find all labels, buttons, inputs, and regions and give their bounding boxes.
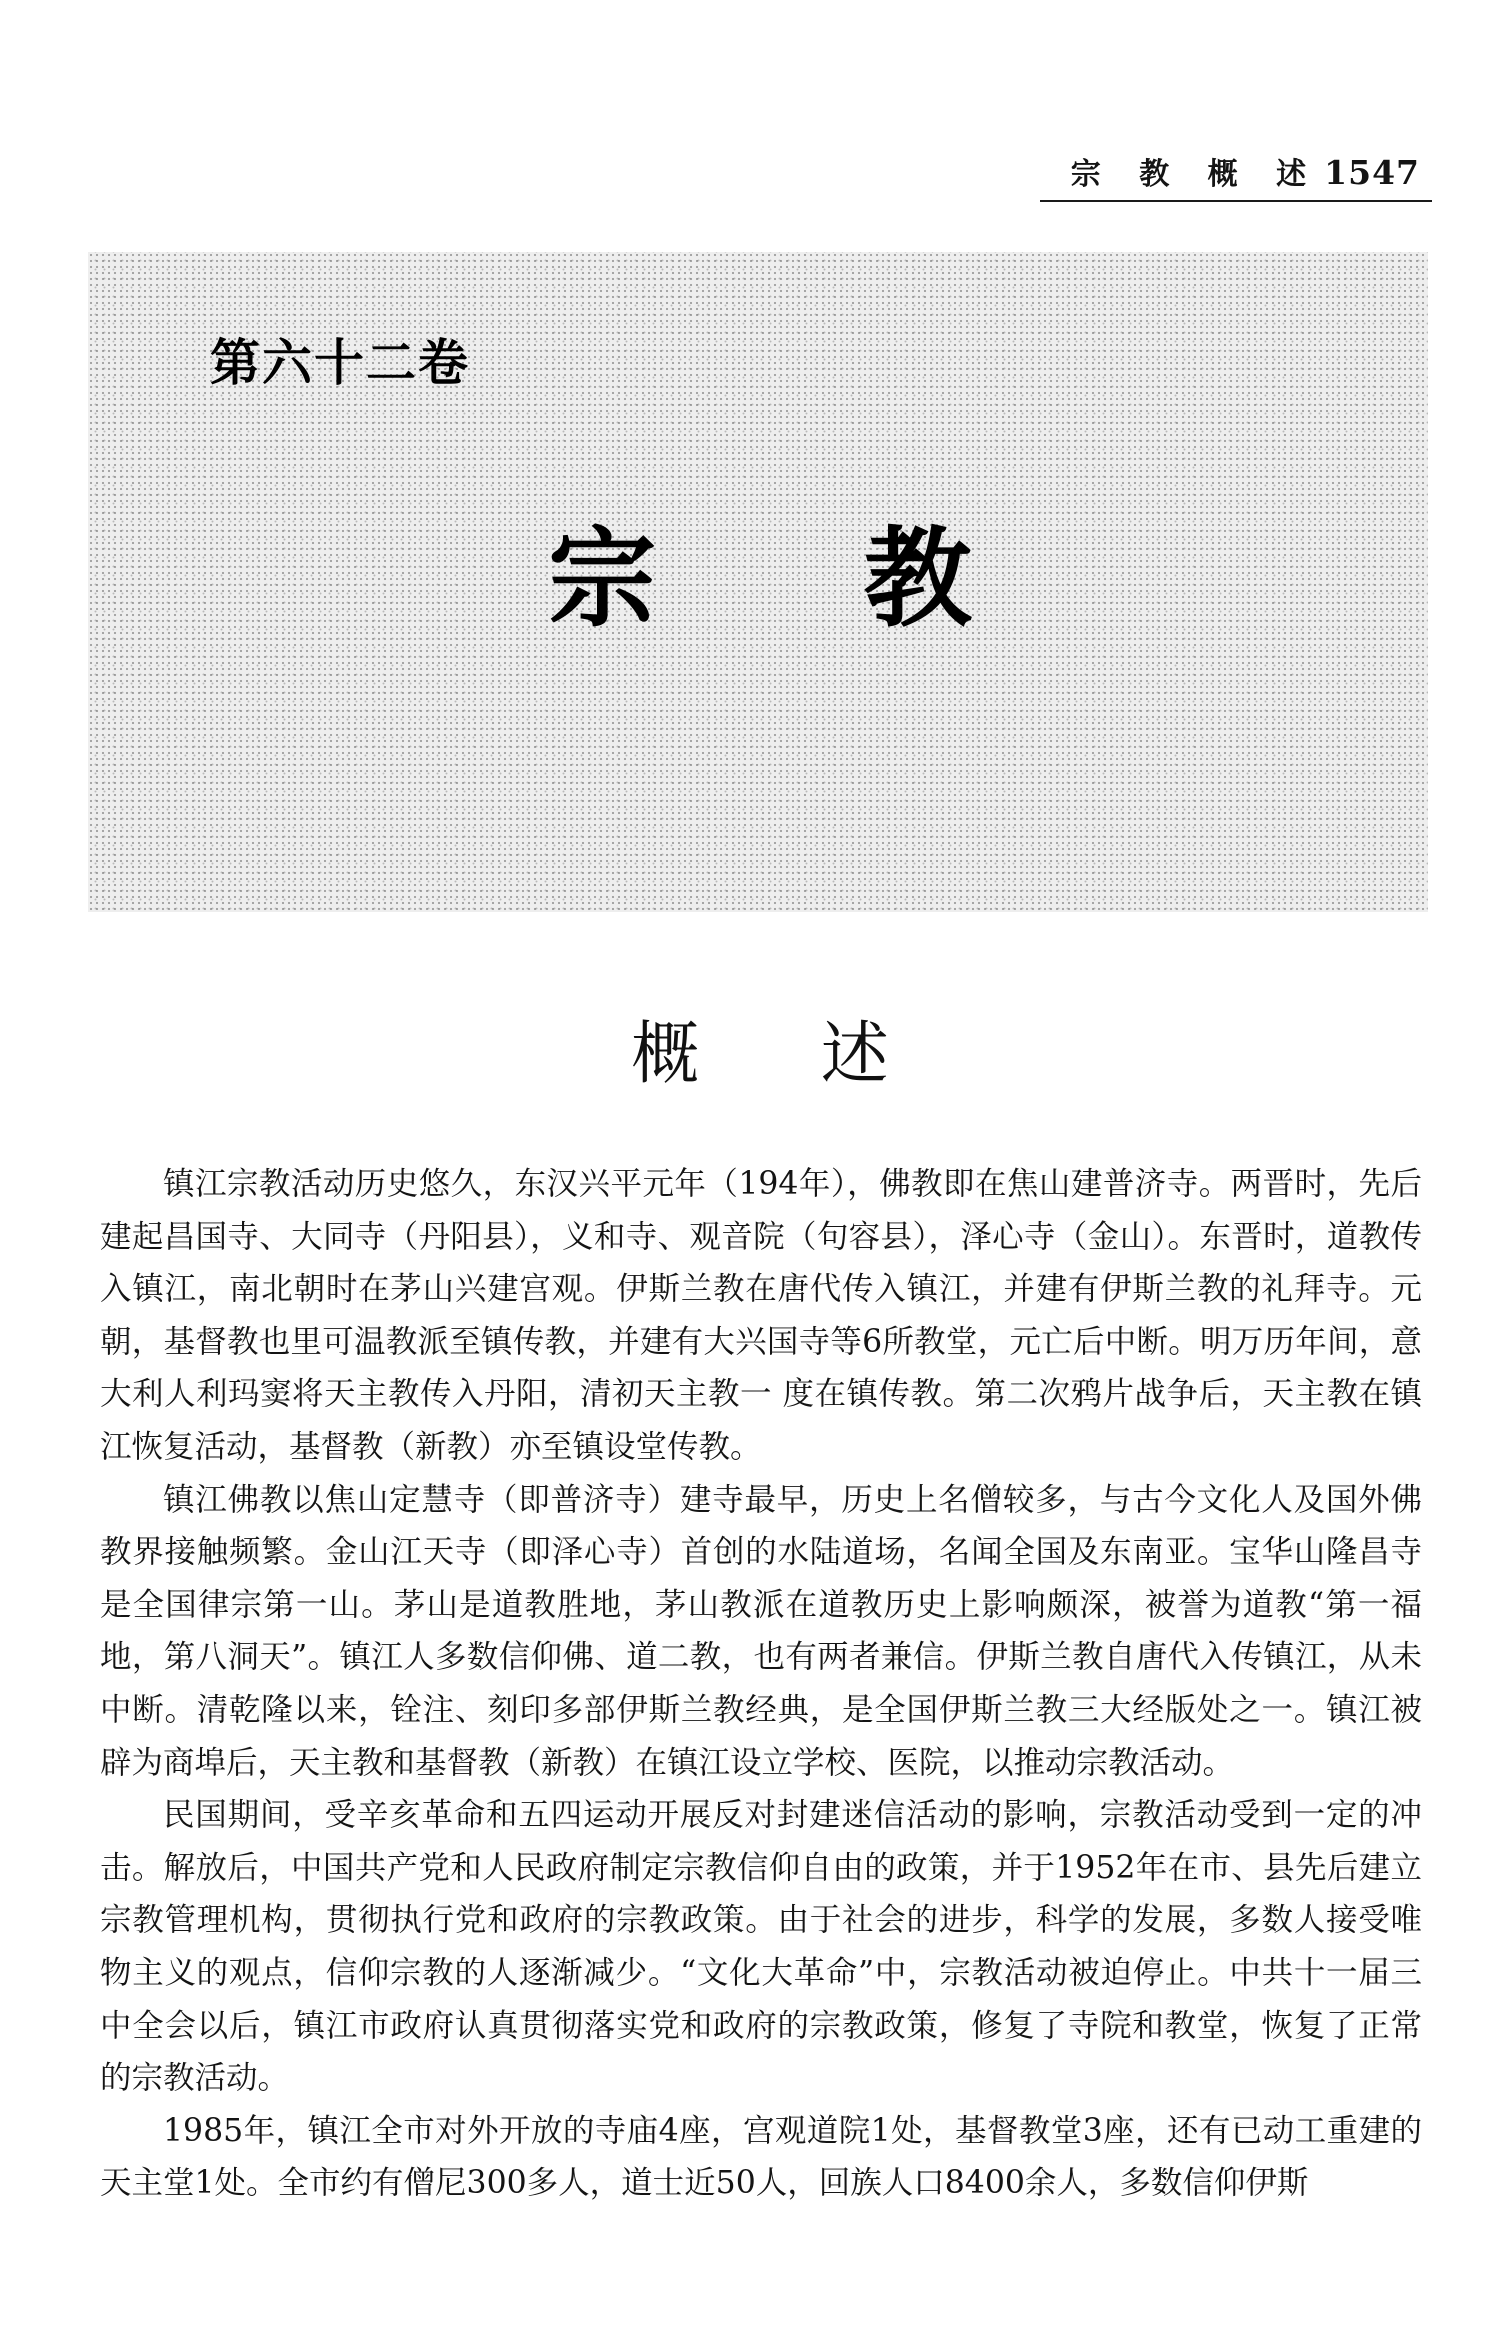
article-body bbox=[100, 1158, 1422, 2318]
section-title: 概 述 bbox=[631, 1015, 889, 1094]
paragraph: 1985年，镇江全市对外开放的寺庙4座，宫观道院1处，基督教堂3座，还有已动工重建的天主堂1处。全市约有僧尼300多人，道士近50人，回族人口8400余人，多数信仰伊斯 bbox=[100, 2112, 1422, 2202]
header-rule bbox=[1040, 200, 1432, 202]
paragraph: 镇江宗教活动历史悠久，东汉兴平元年（194年），佛教即在焦山建普济寺。两晋时，先后建起昌国寺、大同寺（丹阳县），义和寺、观音院（句容县），泽心寺（金山）。东晋时，道教传入镇江，南北朝时在茅山兴建宫观。伊斯兰教在唐代传入镇江，并建有伊斯兰教的礼拜寺。元朝，基督教也里可温教派至镇传教，并建有大兴国寺等6所教堂，元亡后中断。明万历年间，意大利人利玛窦将天主教传入丹阳，清初天主教一 度在镇传教。第二次鸦片战争后，天主教在镇江恢复活动，基督教（新教）亦至镇设堂传教。 bbox=[100, 1166, 1422, 1465]
running-header-title: 宗 教 概 述 bbox=[1070, 157, 1321, 192]
page-number: 1547 bbox=[1324, 153, 1420, 192]
paragraph: 民国期间，受辛亥革命和五四运动开展反对封建迷信活动的影响，宗教活动受到一定的冲击。解放后，中国共产党和人民政府制定宗教信仰自由的政策，并于1952年在市、县先后建立宗教管理机构，贯彻执行党和政府的宗教政策。由于社会的进步，科学的发展，多数人接受唯物主义的观点，信仰宗教的人逐渐减少。“文化大革命”中，宗教活动被迫停止。中共十一届三中全会以后，镇江市政府认真贯彻落实党和政府的宗教政策，修复了寺院和教堂，恢复了正常的宗教活动。 bbox=[100, 1797, 1422, 2097]
volume-title: 宗 教 bbox=[548, 517, 972, 642]
paragraph: 镇江佛教以焦山定慧寺（即普济寺）建寺最早，历史上名僧较多，与古今文化人及国外佛教界接触频繁。金山江天寺（即泽心寺）首创的水陆道场，名闻全国及东南亚。宝华山隆昌寺是全国律宗第一山。茅山是道教胜地，茅山教派在道教历史上影响颇深，被誉为道教“第一福地，第八洞天”。镇江人多数信仰佛、道二教，也有两者兼信。伊斯兰教自唐代入传镇江，从未中断。清乾隆以来，铨注、刻印多部伊斯兰教经典，是全国伊斯兰教三大经版处之一。镇江被辟为商埠后，天主教和基督教（新教）在镇江设立学校、医院，以推动宗教活动。 bbox=[100, 1481, 1422, 1781]
running-header bbox=[1040, 148, 1420, 198]
volume-label: 第六十二卷 bbox=[210, 334, 470, 392]
